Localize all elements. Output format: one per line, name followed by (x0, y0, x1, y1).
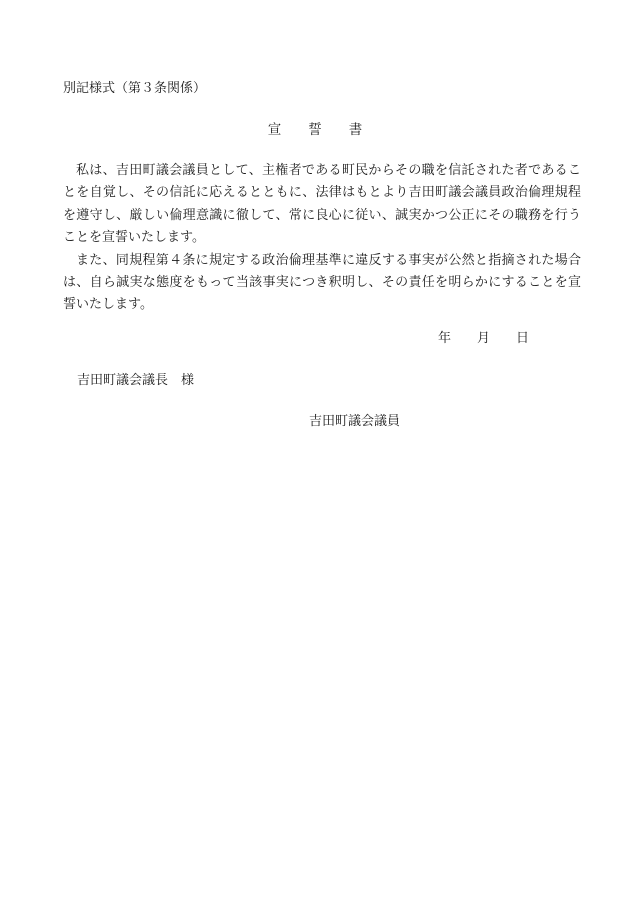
document-title: 宣 誓 書 (267, 122, 363, 138)
oath-paragraph-1: 私は、吉田町議会議員として、主権者である町民からその職を信託された者であることを自覚し、その信託に応えるとともに、法律はもとより吉田町議会議員政治倫理規程を遵守し、厳しい倫理意識に徹して、常に良心に従い、誠実かつ公正にその職務を行うことを宣誓いたします。 (63, 163, 581, 246)
signer-title: 吉田町議会議員 (309, 414, 401, 429)
oath-paragraph-2: また、同規程第４条に規定する政治倫理基準に違反する事実が公然と指摘された場合は、自ら誠実な態度をもって当該事実につき釈明し、その責任を明らかにすることを宣誓いたします。 (63, 252, 581, 313)
oath-body (63, 160, 581, 317)
addressee: 吉田町議会議長 様 (77, 373, 195, 388)
form-label: 別記様式（第３条関係） (63, 81, 207, 96)
date-line: 年 月 日 (438, 331, 530, 346)
